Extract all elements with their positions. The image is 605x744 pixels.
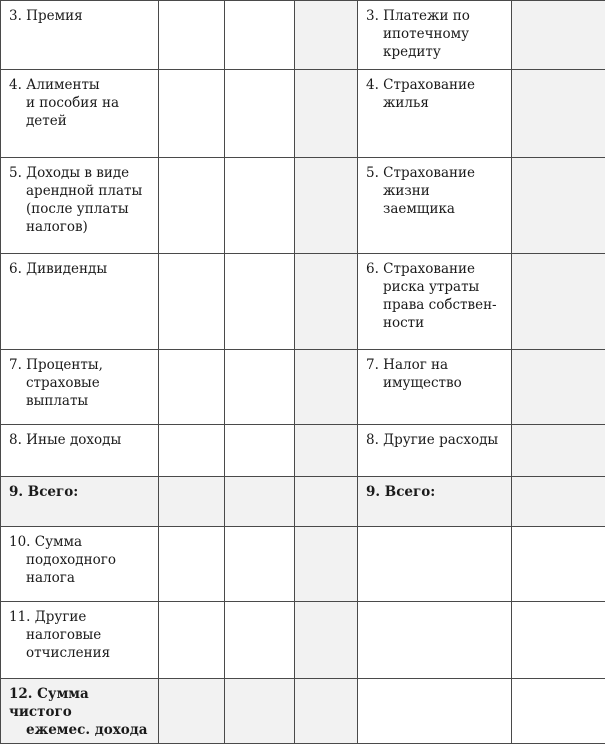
expense-empty-cell[interactable]: [512, 679, 605, 744]
income-value-cell[interactable]: [225, 158, 295, 254]
income-label-cell: 11. Другие налоговые отчисления: [1, 602, 159, 679]
expense-value-cell[interactable]: [512, 254, 605, 350]
expense-empty-cell[interactable]: [358, 527, 512, 602]
net-income-cell[interactable]: [225, 679, 295, 744]
income-value-cell[interactable]: [159, 254, 225, 350]
income-value-cell[interactable]: [295, 602, 358, 679]
income-value-cell[interactable]: [225, 254, 295, 350]
table-row: [1, 254, 605, 350]
income-value-cell[interactable]: [295, 158, 358, 254]
income-value-cell[interactable]: [159, 425, 225, 477]
income-value-cell[interactable]: [295, 527, 358, 602]
expense-value-cell[interactable]: [512, 70, 605, 158]
table-row: [1, 350, 605, 425]
expense-value-cell[interactable]: [512, 350, 605, 425]
income-value-cell[interactable]: [225, 1, 295, 70]
expense-empty-cell[interactable]: [358, 679, 512, 744]
expense-label-cell: 5. Страхование жизни заемщика: [358, 158, 512, 254]
income-value-cell[interactable]: [295, 425, 358, 477]
income-value-cell[interactable]: [225, 425, 295, 477]
income-total-label: 9. Всего:: [1, 477, 159, 527]
income-label-cell: 7. Проценты, страховые выплаты: [1, 350, 159, 425]
income-value-cell[interactable]: [159, 158, 225, 254]
expense-empty-cell[interactable]: [512, 527, 605, 602]
income-value-cell[interactable]: [225, 70, 295, 158]
income-label-cell: 5. Доходы в виде арендной платы (после уплаты налогов): [1, 158, 159, 254]
expense-label-cell: 6. Страхование риска утраты права собствен- ности: [358, 254, 512, 350]
income-value-cell[interactable]: [225, 350, 295, 425]
expense-value-cell[interactable]: [512, 425, 605, 477]
expense-label-cell: 7. Налог на имущество: [358, 350, 512, 425]
expense-value-cell[interactable]: [512, 158, 605, 254]
income-value-cell[interactable]: [225, 602, 295, 679]
expense-total-label: 9. Всего:: [358, 477, 512, 527]
expense-label-cell: 8. Другие расходы: [358, 425, 512, 477]
income-label-cell: 8. Иные доходы: [1, 425, 159, 477]
income-total-cell[interactable]: [159, 477, 225, 527]
income-label-cell: 6. Дивиденды: [1, 254, 159, 350]
income-total-cell[interactable]: [295, 477, 358, 527]
expense-empty-cell[interactable]: [358, 602, 512, 679]
expense-label-cell: 3. Платежи по ипотечному кредиту: [358, 1, 512, 70]
income-value-cell[interactable]: [159, 602, 225, 679]
income-value-cell[interactable]: [225, 527, 295, 602]
income-value-cell[interactable]: [295, 254, 358, 350]
income-value-cell[interactable]: [295, 1, 358, 70]
table-row: [1, 425, 605, 477]
net-income-cell[interactable]: [295, 679, 358, 744]
income-label-cell: 10. Сумма подоходного налога: [1, 527, 159, 602]
income-label-cell: 3. Премия: [1, 1, 159, 70]
table-row: [1, 527, 605, 602]
income-value-cell[interactable]: [159, 70, 225, 158]
expense-value-cell[interactable]: [512, 1, 605, 70]
table-row: [1, 602, 605, 679]
table-row: [1, 158, 605, 254]
net-income-row: [1, 679, 605, 744]
income-value-cell[interactable]: [295, 350, 358, 425]
income-value-cell[interactable]: [159, 527, 225, 602]
table-row: [1, 1, 605, 70]
expense-empty-cell[interactable]: [512, 602, 605, 679]
expense-label-cell: 4. Страхование жилья: [358, 70, 512, 158]
table-row: [1, 70, 605, 158]
net-income-label: 12. Сумма чистого ежемес. дохода: [1, 679, 159, 744]
total-row: [1, 477, 605, 527]
income-value-cell[interactable]: [159, 1, 225, 70]
income-total-cell[interactable]: [225, 477, 295, 527]
income-value-cell[interactable]: [159, 350, 225, 425]
income-value-cell[interactable]: [295, 70, 358, 158]
net-income-cell[interactable]: [159, 679, 225, 744]
expense-total-cell[interactable]: [512, 477, 605, 527]
income-label-cell: 4. Алименты и пособия на детей: [1, 70, 159, 158]
